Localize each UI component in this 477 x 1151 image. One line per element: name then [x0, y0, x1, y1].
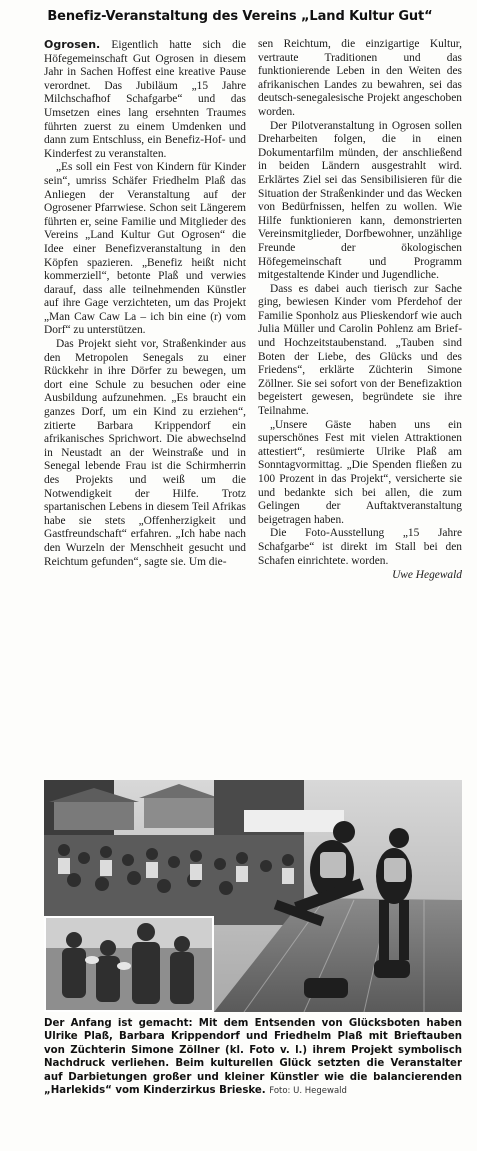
inset-photo-illustration: [46, 918, 212, 1010]
paragraph-6: Dass es dabei auch tierisch zur Sache ging, bewiesen Kinder vom Pferdehof der Familie Sponholz aus Plieskendorf wie auch Julia Müller und Carolin Pohlenz am Brief- und Hochzeitstaubenstand. „Tauben sind Boten der Liebe, des Glücks und des Friedens“, erklärte Züchterin Simone Zöllner. Sie sei sofort von der Benefizaktion begeistert gewesen, begründete sie ihre Teilnahme.: [258, 282, 462, 418]
paragraph-3: Das Projekt sieht vor, Straßenkinder aus den Metropolen Senegals zu einer Rückkehr in ihre Dörfer zu bewegen, um dort eine Schule zu besuchen oder eine Ausbildung aufzunehmen. „Es braucht ein ganzes Dorf, um ein Kind zu erziehen“, zitierte Barbara Krippendorf ein afrikanisches Sprichwort. Die abwechselnd in Neustadt an der Weinstraße und in Senegal lebende Frau ist die Schirmherrin des Projekts und weiß um die Notwendigkeit der Hilfe. Trotz spartanischen Lebens in diesem Teil Afrikas habe sie stets „Offenherzigkeit und Gastfreundschaft“ erfahren. „Ich habe nach den Wurzeln der Menschheit gesucht und Reichtum gefunden“, sagte sie. Um die-: [44, 338, 246, 568]
paragraph-5: Der Pilotveranstaltung in Ogrosen sollen Dreharbeiten folgen, die in einen Dokumentarfilm münden, der anschließend in beiden Ländern ausgestrahlt wird. Erklärtes Ziel sei das Sensibilisieren für die Situation der Straßenkinder und das Wecken von Bedürfnissen, helfen zu wollen. Wie Hilfe funktionieren kann, demonstrierten Vereinsmitglieder, Dorfbewohner, unzählige Freunde der ökologischen Höfegemeinschaft und Programm mitgestaltende Kinder und Jugendliche.: [258, 119, 462, 282]
lead-place: Ogrosen.: [44, 38, 101, 51]
photo-caption-text: Der Anfang ist gemacht: Mit dem Entsenden von Glücksboten haben Ulrike Plaß, Barbara Krippendorf und Friedhelm Plaß mit Brieftauben von Züchterin Simone Zöllner (kl. Foto v. l.) ihrem Projekt symbolisch Nachdruck verliehen. Beim kulturellen Glück setzten die Veranstalter auf Darbietungen großer und kleiner Künstler wie die balancierenden „Harlekids“ vom Kinderzirkus Brieske.: [44, 1018, 462, 1097]
paragraph-8: Die Foto-Ausstellung „15 Jahre Schafgarbe“ ist direkt im Stall bei den Schafen einrichtete. worden.: [258, 527, 462, 567]
inset-photo: [44, 916, 214, 1012]
paragraph-1-text: Eigentlich hatte sich die Höfegemeinschaft Gut Ogrosen in diesem Jahr in Sachen Hoffest eine kreative Pause verordnet. Das Jubiläum „15 Jahre Milchschafhof Schafgarbe“ und das Umsetzen eines lang ersehnten Traumes führten zuerst zu einem Umdenken und dann zum Entschluss, ein Benefiz-Hof- und Kinderfest zu veranstalten.: [44, 39, 246, 160]
paragraph-2: „Es soll ein Fest von Kindern für Kinder sein“, umriss Schäfer Friedhelm Plaß das Anliegen der Veranstaltung auf der Ogrosener Pfarrwiese. Schon seit Längerem führten er, seine Familie und Mitglieder des Vereins „Land Kultur Gut Ogrosen“ die Idee einer Benefizveranstaltung in den Köpfen spazieren. „Benefiz heißt nicht kommerziell“, betonte Plaß und verwies darauf, dass alle teilnehmenden Künstler auf ihre Gage verzichteten, um das Projekt „Man Caw Caw La – ich bin eine (r) vom Dorf“ zu unterstützen.: [44, 161, 246, 337]
paragraph-7: „Unsere Gäste haben uns ein superschönes Fest mit vielen Attraktionen attestiert“, resümierte Ulrike Plaß am Sonntagvormittag. „Die Spenden fließen zu 100 Prozent in das Projekt“, versicherte sie und bedankte sich bei allen, die zum Gelingen der Auftaktveranstaltung beigetragen haben.: [258, 418, 462, 526]
photo-caption: [44, 1017, 462, 1098]
article-column-1: [44, 38, 246, 569]
article-headline: Benefiz-Veranstaltung des Vereins „Land Kultur Gut“: [47, 9, 433, 24]
photo-credit: Foto: U. Hegewald: [269, 1086, 347, 1097]
paragraph-4: sen Reichtum, die einzigartige Kultur, vertraute Traditionen und das funktionierende Leben in den Weiten des afrikanischen Landes zu bewahren, sei das deutsch-senegalesische Projekt angeschoben worden.: [258, 38, 462, 118]
article-author: Uwe Hegewald: [392, 569, 462, 582]
article-column-2: [258, 38, 462, 583]
paragraph-1: [44, 38, 246, 161]
